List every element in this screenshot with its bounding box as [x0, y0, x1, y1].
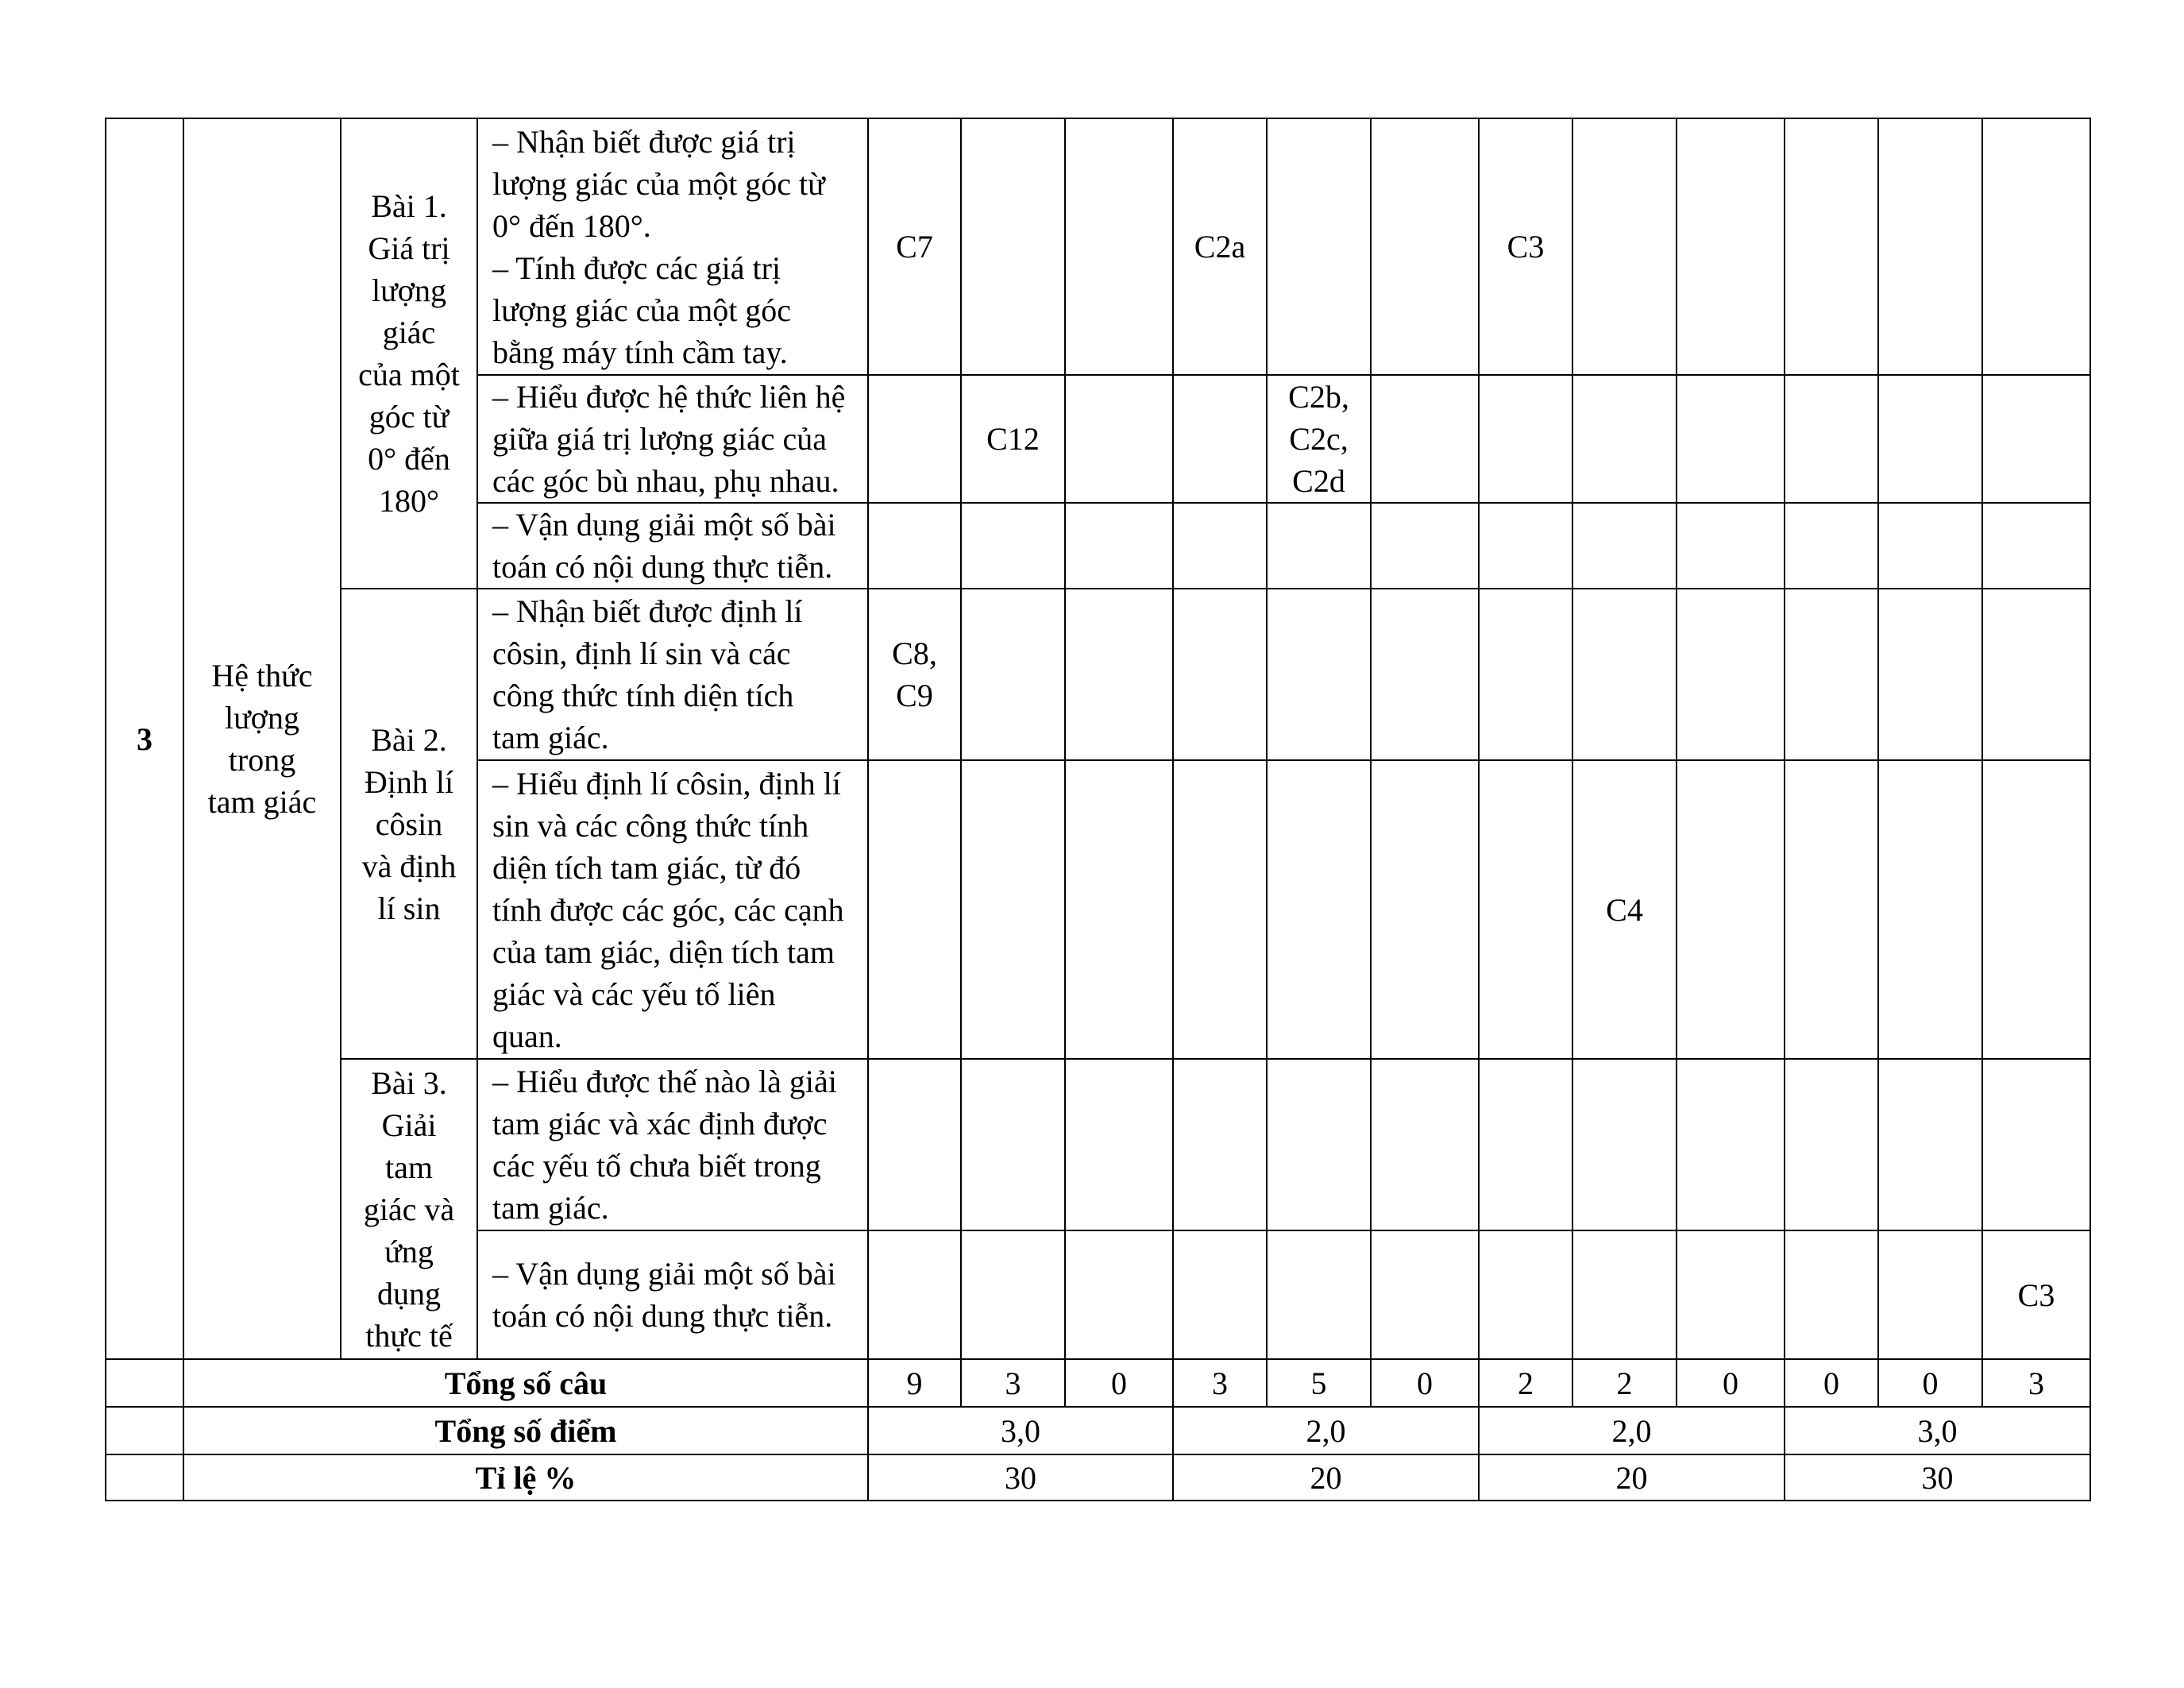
question-cell	[961, 503, 1065, 589]
question-cell	[1677, 503, 1785, 589]
question-cell	[1878, 503, 1982, 589]
question-cell	[1267, 503, 1371, 589]
question-cell	[1878, 589, 1982, 760]
text-line: tính được các góc, các cạnh	[492, 891, 844, 928]
total-questions-value: 5	[1267, 1359, 1371, 1407]
text-line: – Hiểu định lí côsin, định lí	[492, 765, 841, 802]
text-line: của tam giác, diện tích tam	[492, 933, 835, 970]
text-line: lượng giác của một góc từ	[492, 165, 825, 202]
question-cell	[1267, 375, 1371, 503]
text-line: tam giác.	[492, 1190, 609, 1226]
question-cell	[1982, 375, 2090, 503]
question-cell	[1479, 1059, 1572, 1230]
empty-cell	[106, 1359, 183, 1407]
question-code: C2b,	[1288, 379, 1349, 415]
question-cell	[1785, 589, 1878, 760]
total-questions-value: 2	[1479, 1359, 1572, 1407]
total-points-value: 2,0	[1479, 1407, 1785, 1454]
question-cell	[868, 1059, 961, 1230]
question-code: C8,	[892, 635, 937, 671]
text-line: giác	[382, 315, 436, 350]
question-cell	[1572, 589, 1677, 760]
text-line: 0° đến 180°.	[492, 207, 651, 244]
lesson-title	[341, 589, 477, 1059]
question-cell	[1878, 1059, 1982, 1230]
question-cell	[1982, 589, 2090, 760]
question-code: C9	[896, 678, 933, 713]
text-line: diện tích tam giác, từ đó	[492, 849, 801, 886]
question-cell	[1371, 589, 1479, 760]
text-line: – Hiểu được thế nào là giải	[492, 1064, 837, 1099]
question-cell	[1371, 375, 1479, 503]
text-line: – Nhận biết được định lí	[492, 593, 803, 629]
total-questions-value: 0	[1677, 1359, 1785, 1407]
question-cell	[1173, 375, 1267, 503]
question-cell	[868, 118, 961, 375]
question-cell	[1371, 1059, 1479, 1230]
text-line: các yếu tố chưa biết trong	[492, 1148, 821, 1184]
question-cell	[868, 760, 961, 1059]
text-line: Giá trị	[368, 230, 450, 266]
question-cell	[1065, 503, 1173, 589]
question-cell	[1785, 1230, 1878, 1359]
question-cell	[1677, 589, 1785, 760]
question-cell	[1173, 760, 1267, 1059]
text-line: lượng	[225, 700, 299, 736]
question-code: C12	[986, 421, 1040, 457]
question-cell	[1572, 760, 1677, 1059]
question-cell	[868, 503, 961, 589]
text-line: quan.	[492, 1018, 562, 1054]
question-cell	[1371, 760, 1479, 1059]
question-cell	[1479, 589, 1572, 760]
matrix-body	[106, 118, 2090, 1501]
text-line: sin và các công thức tính	[492, 807, 809, 844]
question-cell	[1677, 375, 1785, 503]
text-line: côsin	[375, 805, 443, 842]
topic-name	[183, 118, 341, 1359]
question-cell	[1065, 375, 1173, 503]
question-cell	[961, 375, 1065, 503]
question-cell	[1065, 1230, 1173, 1359]
total-points-value: 3,0	[1785, 1407, 2090, 1454]
text-line: tam giác	[207, 784, 317, 820]
total-questions-value: 3	[1982, 1359, 2090, 1407]
assessment-matrix-table	[105, 118, 2091, 1501]
criteria-cell	[477, 1059, 868, 1230]
text-line: của một	[358, 357, 460, 392]
question-cell	[1065, 118, 1173, 375]
question-cell	[1173, 1230, 1267, 1359]
text-line: – Nhận biết được giá trị	[492, 123, 796, 160]
question-cell	[1479, 760, 1572, 1059]
question-code: C2a	[1194, 229, 1246, 265]
question-cell	[1982, 503, 2090, 589]
text-line: Bài 2.	[371, 721, 447, 758]
text-line: lí sin	[377, 890, 441, 926]
text-line: toán có nội dung thực tiễn.	[492, 549, 833, 585]
question-code: C7	[896, 229, 933, 265]
total-questions-row	[106, 1359, 2090, 1407]
question-cell	[868, 589, 961, 760]
text-line: Bài 3.	[371, 1064, 447, 1101]
text-line: 180°	[379, 483, 439, 519]
question-cell	[1479, 375, 1572, 503]
question-cell	[1267, 760, 1371, 1059]
question-cell	[1982, 760, 2090, 1059]
question-cell	[1371, 118, 1479, 375]
text-line: – Vận dụng giải một số bài	[492, 1256, 836, 1292]
text-line: 0° đến	[368, 441, 450, 477]
question-cell	[868, 375, 961, 503]
question-cell	[1982, 1230, 2090, 1359]
text-line: công thức tính diện tích	[492, 678, 794, 713]
question-cell	[961, 118, 1065, 375]
total-questions-value: 3	[1173, 1359, 1267, 1407]
text-line: Bài 1.	[371, 188, 447, 224]
text-line: Định lí	[364, 763, 454, 800]
question-cell	[1572, 503, 1677, 589]
question-cell	[1479, 1230, 1572, 1359]
question-cell	[1173, 118, 1267, 375]
percent-label: Tỉ lệ %	[183, 1454, 868, 1501]
question-cell	[1677, 1059, 1785, 1230]
text-line: và định	[361, 848, 457, 884]
question-code: C2c,	[1289, 421, 1349, 457]
question-cell	[1173, 1059, 1267, 1230]
table-row	[106, 118, 2090, 375]
question-cell	[1982, 118, 2090, 375]
criteria-cell	[477, 375, 868, 503]
empty-cell	[106, 1407, 183, 1454]
question-cell	[961, 589, 1065, 760]
criteria-cell	[477, 760, 868, 1059]
text-line: lượng giác của một góc	[492, 292, 792, 328]
total-points-value: 2,0	[1173, 1407, 1479, 1454]
question-cell	[1677, 760, 1785, 1059]
percent-value: 20	[1479, 1454, 1785, 1501]
total-questions-value: 3	[961, 1359, 1065, 1407]
text-line: giác và các yếu tố liên	[492, 975, 776, 1012]
question-cell	[1572, 118, 1677, 375]
percent-row	[106, 1454, 2090, 1501]
question-cell	[1878, 118, 1982, 375]
total-points-value: 3,0	[868, 1407, 1173, 1454]
criteria-cell	[477, 118, 868, 375]
question-cell	[1267, 1059, 1371, 1230]
lesson-title	[341, 118, 477, 589]
total-questions-label: Tổng số câu	[183, 1359, 868, 1407]
question-cell	[1785, 1059, 1878, 1230]
question-cell	[1267, 589, 1371, 760]
question-cell	[1878, 760, 1982, 1059]
question-cell	[1785, 375, 1878, 503]
question-cell	[868, 1230, 961, 1359]
percent-value: 30	[868, 1454, 1173, 1501]
question-cell	[961, 1230, 1065, 1359]
text-line: tam giác và xác định được	[492, 1106, 828, 1141]
text-line: – Hiểu được hệ thức liên hệ	[492, 379, 846, 415]
question-code: C4	[1606, 891, 1643, 928]
question-code: C2d	[1292, 463, 1345, 499]
question-cell	[1479, 118, 1572, 375]
question-cell	[1371, 1230, 1479, 1359]
text-line: giác và	[363, 1191, 455, 1227]
total-points-label: Tổng số điểm	[183, 1407, 868, 1454]
question-cell	[1371, 503, 1479, 589]
question-cell	[1785, 503, 1878, 589]
total-questions-value: 0	[1878, 1359, 1982, 1407]
text-line: Giải	[381, 1107, 437, 1143]
question-code: C3	[2017, 1277, 2055, 1313]
question-cell	[1785, 760, 1878, 1059]
table-row	[106, 1059, 2090, 1230]
question-cell	[961, 760, 1065, 1059]
question-cell	[1572, 1230, 1677, 1359]
text-line: tam	[385, 1149, 433, 1185]
text-line: côsin, định lí sin và các	[492, 635, 791, 671]
text-line: thực tế	[365, 1317, 453, 1354]
total-questions-value: 2	[1572, 1359, 1677, 1407]
question-cell	[1173, 503, 1267, 589]
question-cell	[1878, 1230, 1982, 1359]
criteria-cell	[477, 503, 868, 589]
total-points-row	[106, 1407, 2090, 1454]
question-cell	[1785, 118, 1878, 375]
question-cell	[961, 1059, 1065, 1230]
question-cell	[1065, 760, 1173, 1059]
question-cell	[1982, 1059, 2090, 1230]
question-cell	[1267, 1230, 1371, 1359]
topic-number: 3	[106, 118, 183, 1359]
text-line: dụng	[377, 1275, 441, 1311]
total-questions-value: 0	[1371, 1359, 1479, 1407]
question-cell	[1572, 1059, 1677, 1230]
question-cell	[1267, 118, 1371, 375]
question-cell	[1878, 375, 1982, 503]
percent-value: 30	[1785, 1454, 2090, 1501]
text-line: các góc bù nhau, phụ nhau.	[492, 463, 839, 499]
text-line: góc từ	[369, 399, 450, 435]
question-cell	[1065, 589, 1173, 760]
question-cell	[1173, 589, 1267, 760]
total-questions-value: 9	[868, 1359, 961, 1407]
question-cell	[1677, 118, 1785, 375]
text-line: trong	[228, 742, 296, 778]
text-line: toán có nội dung thực tiễn.	[492, 1298, 833, 1334]
text-line: giữa giá trị lượng giác của	[492, 421, 828, 457]
question-cell	[1065, 1059, 1173, 1230]
question-cell	[1479, 503, 1572, 589]
question-cell	[1572, 375, 1677, 503]
text-line: – Tính được các giá trị	[492, 249, 781, 286]
question-cell	[1677, 1230, 1785, 1359]
lesson-title	[341, 1059, 477, 1359]
text-line: lượng	[372, 272, 446, 308]
text-line: tam giác.	[492, 720, 609, 755]
text-line: Hệ thức	[211, 658, 313, 693]
text-line: – Vận dụng giải một số bài	[492, 507, 836, 543]
total-questions-value: 0	[1785, 1359, 1878, 1407]
text-line: bằng máy tính cầm tay.	[492, 334, 788, 370]
question-code: C3	[1507, 229, 1545, 265]
criteria-cell	[477, 1230, 868, 1359]
table-row	[106, 589, 2090, 760]
percent-value: 20	[1173, 1454, 1479, 1501]
text-line: ứng	[384, 1233, 434, 1269]
criteria-cell	[477, 589, 868, 760]
empty-cell	[106, 1454, 183, 1501]
total-questions-value: 0	[1065, 1359, 1173, 1407]
